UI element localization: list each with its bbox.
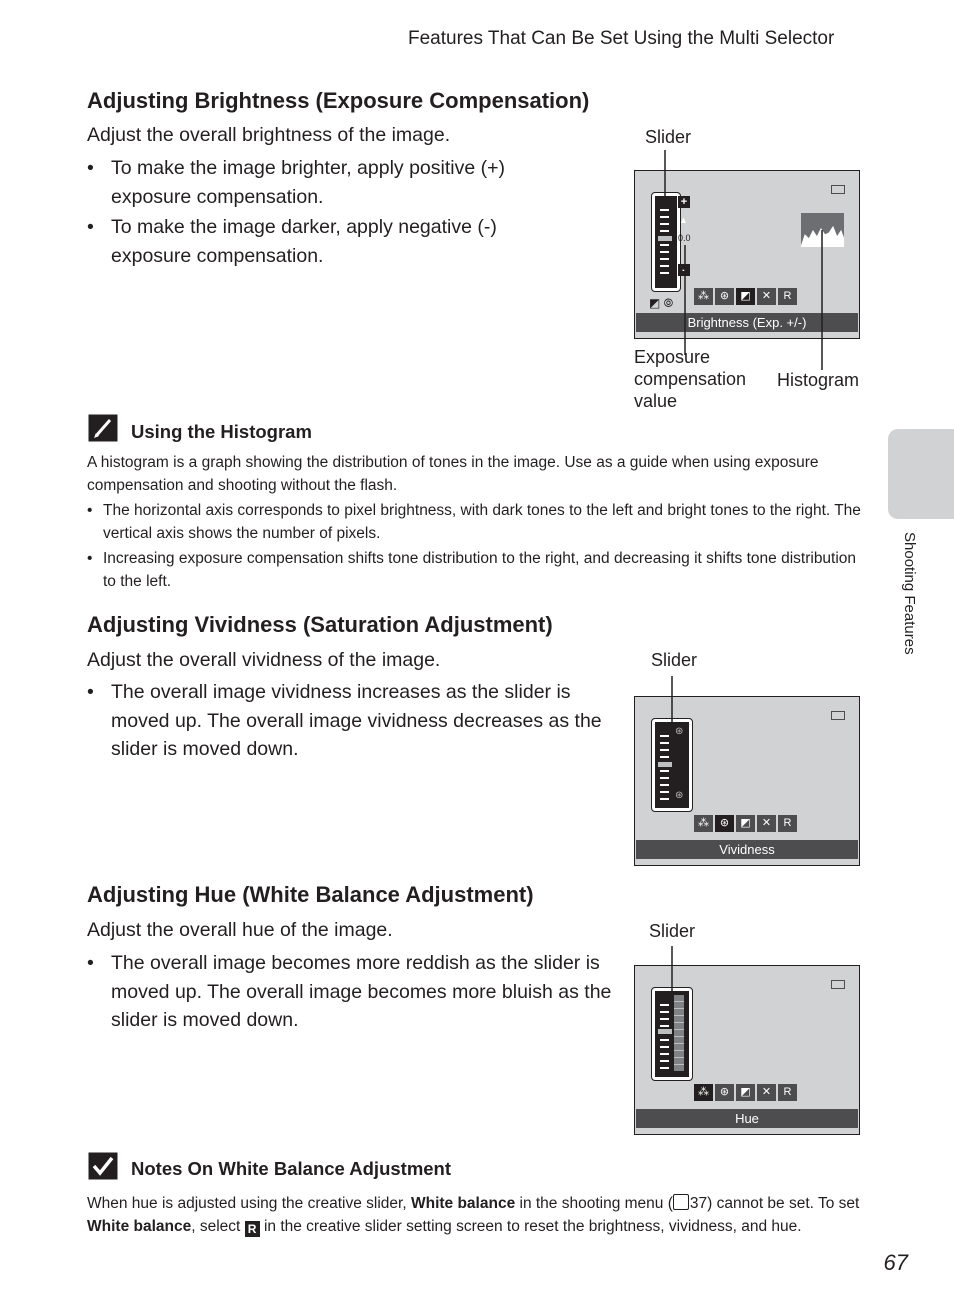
reset-icon: R [778,1084,797,1101]
hue-intro: Adjust the overall hue of the image. [87,919,393,941]
histogram-callout-label: Histogram [777,370,860,390]
reset-icon: R [778,288,797,305]
vividness-toolbar [694,815,797,832]
running-header: Features That Can Be Set Using the Multi Selector [408,28,835,49]
page-reference[interactable]: 37 [689,1195,708,1212]
high-saturation-icon: ⊛ [675,726,684,737]
slider-knob [658,1029,672,1034]
wb-note-body [87,1192,867,1238]
hue-tool-icon: ⁂ [694,288,713,305]
hue-slider [652,988,692,1080]
up-arrow-icon: ▲ [679,215,688,225]
slider-scale [660,999,669,1069]
brightness-intro: Adjust the overall brightness of the image. [87,124,451,146]
plus-icon: + [678,196,690,208]
exposure-callout-label: Exposure compensation value [634,347,747,411]
close-icon: ✕ [757,815,776,832]
vividness-screen-bar: Vividness [636,840,858,859]
wb-note-title: Notes On White Balance Adjustment [131,1158,452,1179]
wb-note-text: When hue is adjusted using the creative slider, [87,1195,411,1212]
section-side-label: Shooting Features [901,532,918,655]
histogram-note-body [87,451,867,593]
page-number: 67 [883,1250,908,1275]
vividness-tool-icon: ⊛ [715,815,734,832]
exposure-value: 0.0 [678,233,691,243]
histogram-note-paragraph: A histogram is a graph showing the distribution of tones in the image. Use as a guide when using exposure compensation and shooting without the flash. [87,454,819,494]
vividness-heading: Adjusting Vividness (Saturation Adjustment) [87,612,553,637]
brightness-tool-icon: ◩ [736,1084,755,1101]
hue-toolbar [694,1084,797,1101]
brightness-heading: Adjusting Brightness (Exposure Compensation) [87,88,590,113]
hue-heading: Adjusting Hue (White Balance Adjustment) [87,882,534,907]
vividness-bullet: • The overall image vividness increases as the slider is moved up. The overall image vividness decreases as the slider is moved down. [87,678,607,764]
hue-tool-icon: ⁂ [694,815,713,832]
brightness-bullet: • To make the image darker, apply negative (-) exposure compensation. [87,213,557,270]
slider-knob [658,762,672,767]
close-icon: ✕ [757,288,776,305]
battery-icon [831,711,845,720]
histogram-note-title: Using the Histogram [131,421,312,442]
vividness-bullets [87,678,607,764]
vividness-intro: Adjust the overall vividness of the image. [87,649,441,671]
vividness-slider [652,719,692,811]
hue-bullets [87,949,612,1035]
battery-icon [831,980,845,989]
wb-note-text: , select [191,1218,245,1235]
wb-note-text: ) cannot be set. To set [707,1195,860,1212]
close-icon: ✕ [757,1084,776,1101]
slider-callout-label: Slider [645,127,692,147]
exposure-mode-icon: ◩ ⦾ [649,296,674,310]
brightness-screen-bar: Brightness (Exp. +/-) [636,313,858,332]
hue-scale [674,995,684,1071]
vividness-tool-icon: ⊛ [715,288,734,305]
brightness-bullets [87,154,557,270]
section-thumb-tab [888,429,954,519]
reset-icon: R [778,815,797,832]
book-reference-icon [673,1194,689,1210]
wb-note-text: in the creative slider setting screen to reset the brightness, vividness, and hue. [259,1218,802,1235]
brightness-bullet: • To make the image brighter, apply positive (+) exposure compensation. [87,154,557,211]
caution-check-icon [88,1152,118,1180]
reset-icon: R [245,1221,260,1237]
hue-callout-line [660,946,690,996]
pencil-note-icon [88,414,118,442]
brightness-tool-icon: ◩ [736,288,755,305]
slider-callout-label: Slider [651,650,698,670]
hue-bullet: • The overall image becomes more reddish as the slider is moved up. The overall image becomes more bluish as the slider is moved down. [87,949,612,1035]
white-balance-term: White balance [410,1195,516,1212]
slider-callout-label: Slider [649,921,696,941]
vividness-tool-icon: ⊛ [715,1084,734,1101]
histogram-note-bullet: • The horizontal axis corresponds to pixel brightness, with dark tones to the left and bright tones to the right. The vertical axis shows the number of pixels. [87,499,867,545]
brightness-tool-icon: ◩ [736,815,755,832]
histogram-note-bullet: • Increasing exposure compensation shifts tone distribution to the right, and decreasing it shifts tone distribution to the left. [87,547,867,593]
wb-note-text: in the shooting menu ( [515,1195,673,1212]
vividness-callout-line [660,676,690,726]
minus-icon: - [678,264,690,276]
hue-tool-icon: ⁂ [694,1084,713,1101]
brightness-callout-lines [600,140,860,380]
white-balance-term: White balance [87,1218,192,1235]
hue-screen-bar: Hue [636,1109,858,1128]
low-saturation-icon: ⊛ [675,790,684,801]
